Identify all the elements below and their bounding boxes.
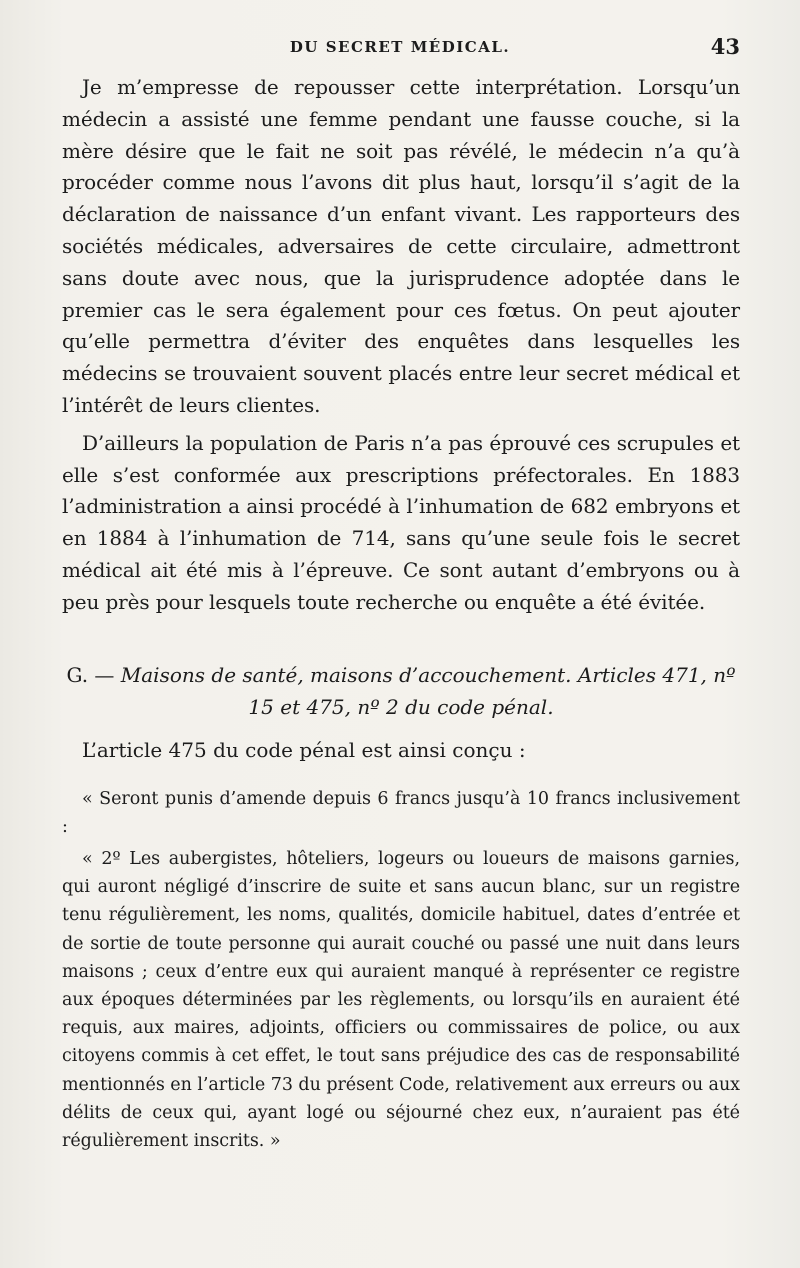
quote-penalty: « Seront punis d’amende depuis 6 francs jusqu’à 10 francs inclusivement : [62, 788, 740, 837]
page-number: 43 [710, 34, 740, 59]
section-letter: G. — [66, 662, 115, 687]
section-title: Maisons de santé, maisons d’accouchement. Articles 471, nº 15 et 475, nº 2 du code pénal. [120, 662, 736, 719]
article-intro: L’article 475 du code pénal est ainsi conçu : [82, 737, 526, 762]
paragraph-interpretation: Je m’empresse de repousser cette interprétation. Lorsqu’un médecin a assisté une femme pendant une fausse couche, si la mère désire que le fait ne soit pas révélé, le médecin n’a qu’à procéder comme nous l’avons dit plus haut, lorsqu’il s’agit de la déclaration de naissance d’un enfant vivant. Les rapporteurs des sociétés médicales, adversaires de cette circulaire, admettront sans doute avec nous, que la jurisprudence adoptée dans le premier cas le sera également pour ces fœtus. On peut ajouter qu’elle permettra d’éviter des enquêtes dans lesquelles les médecins se trouvaient souvent placés entre leur secret médical et l’intérêt de leurs clientes. [62, 75, 740, 417]
running-head [60, 34, 740, 64]
quote-innkeepers: « 2º Les aubergistes, hôteliers, logeurs ou loueurs de maisons garnies, qui auront négligé d’inscrire de suite et sans aucun blanc, sur un registre tenu régulièrement, les noms, qualités, domicile habituel, dates d’entrée et de sortie de toute personne qui aurait couché ou passé une nuit dans leurs maisons ; ceux d’entre eux qui auraient manqué à représenter ce registre aux époques déterminées par les règlements, ou lorsqu’ils en auraient été requis, aux maires, adjoints, officiers ou commissaires de police, ou aux citoyens commis à cet effet, le tout sans préjudice des cas de responsabilité mentionnés en l’article 73 du présent Code, relativement aux erreurs ou aux délits de ceux qui, ayant logé ou séjourné chez eux, n’auraient pas été régulièrement inscrits. » [62, 848, 740, 1151]
section-heading [62, 659, 740, 723]
running-title: DU SECRET MÉDICAL. [289, 38, 511, 56]
body-text [62, 72, 740, 1155]
paragraph-paris-population: D’ailleurs la population de Paris n’a pas éprouvé ces scrupules et elle s’est conformée aux prescriptions préfectorales. En 1883 l’administration a ainsi procédé à l’inhumation de 682 embryons et en 1884 à l’inhumation de 714, sans qu’une seule fois le secret médical ait été mis à l’épreuve. Ce sont autant d’embryons ou à peu près pour lesquels toute recherche ou enquête a été évitée. [62, 430, 740, 614]
